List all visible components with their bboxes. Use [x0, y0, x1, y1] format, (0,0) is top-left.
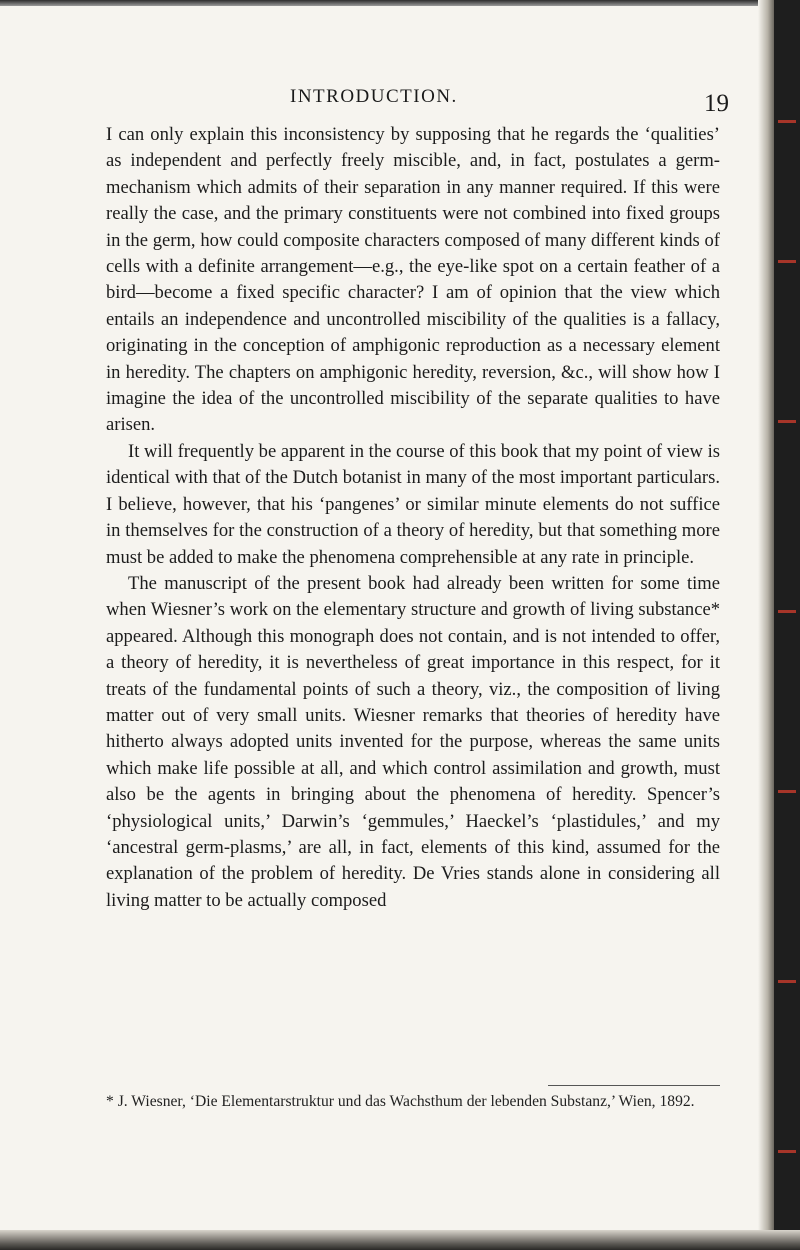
paragraph: It will frequently be apparent in the course of this book that my point of view is identical with that of the Dutch botanist in many of the most important particulars. I believe, however, that his ‘pangenes’ or similar minute elements do not suffice in themselves for the construction of a theory of heredity, but that something more must be added to make the phenomena comprehensible at any rate in principle. — [106, 440, 720, 568]
paragraph: I can only explain this inconsistency by supposing that he regards the ‘qualities’ as independent and perfectly freely miscible, and, in fact, postulates a germ-mechanism which admits of their separation in any manner required. If this were really the case, and the primary constituents were not combined into fixed groups in the germ, how could composite characters composed of many different kinds of cells with a definite arrangement—e.g., the eye-like spot on a certain feather of a bird—become a fixed specific character? I am of opinion that the view which entails an independence and uncontrolled miscibility of the qualities is a fallacy, originating in the conception of amphigonic reproduction as a necessary element in heredity. The chapters on amphigonic heredity, reversion, &c., will show how I imagine the idea of the uncontrolled miscibility of the separate qualities to have arisen. — [106, 124, 720, 436]
spine-mark — [778, 1150, 796, 1153]
page-number: 19 — [704, 90, 729, 117]
book-spine — [774, 0, 800, 1250]
paragraph: The manuscript of the present book had already been written for some time when Wiesner’s work on the elementary structure and growth of living substance* appeared. Although this monograph does not contain, and is not intended to offer, a theory of heredity, it is nevertheless of great importance in this respect, for it treats of the fundamental points of such a theory, viz., the composition of living matter out of very small units. Wiesner remarks that theories of heredity have hitherto always adopted units invented for the purpose, whereas the same units which make life possible at all, and which control assimilation and growth, must also be the agents in bringing about the phenomena of heredity. Spencer’s ‘physiological units,’ Darwin’s ‘gemmules,’ Haeckel’s ‘plastidules,’ and my ‘ancestral germ-plasms,’ are all, in fact, elements of this kind, assumed for the explanation of the problem of heredity. De Vries stands alone in considering all living matter to be actually composed — [106, 572, 720, 911]
spine-mark — [778, 420, 796, 423]
spine-mark — [778, 610, 796, 613]
spine-mark — [778, 980, 796, 983]
spine-mark — [778, 790, 796, 793]
body-text — [106, 122, 720, 914]
spine-mark — [778, 120, 796, 123]
gutter-shadow — [758, 0, 774, 1250]
page-bottom-edge — [0, 1230, 800, 1250]
footnote-rule — [548, 1085, 720, 1086]
running-title: INTRODUCTION. — [290, 86, 458, 107]
spine-mark — [778, 260, 796, 263]
page-top-edge — [0, 0, 800, 6]
footnote: * J. Wiesner, ‘Die Elementarstruktur und das Wachsthum der lebenden Substanz,’ Wien, 1892. — [106, 1093, 695, 1110]
